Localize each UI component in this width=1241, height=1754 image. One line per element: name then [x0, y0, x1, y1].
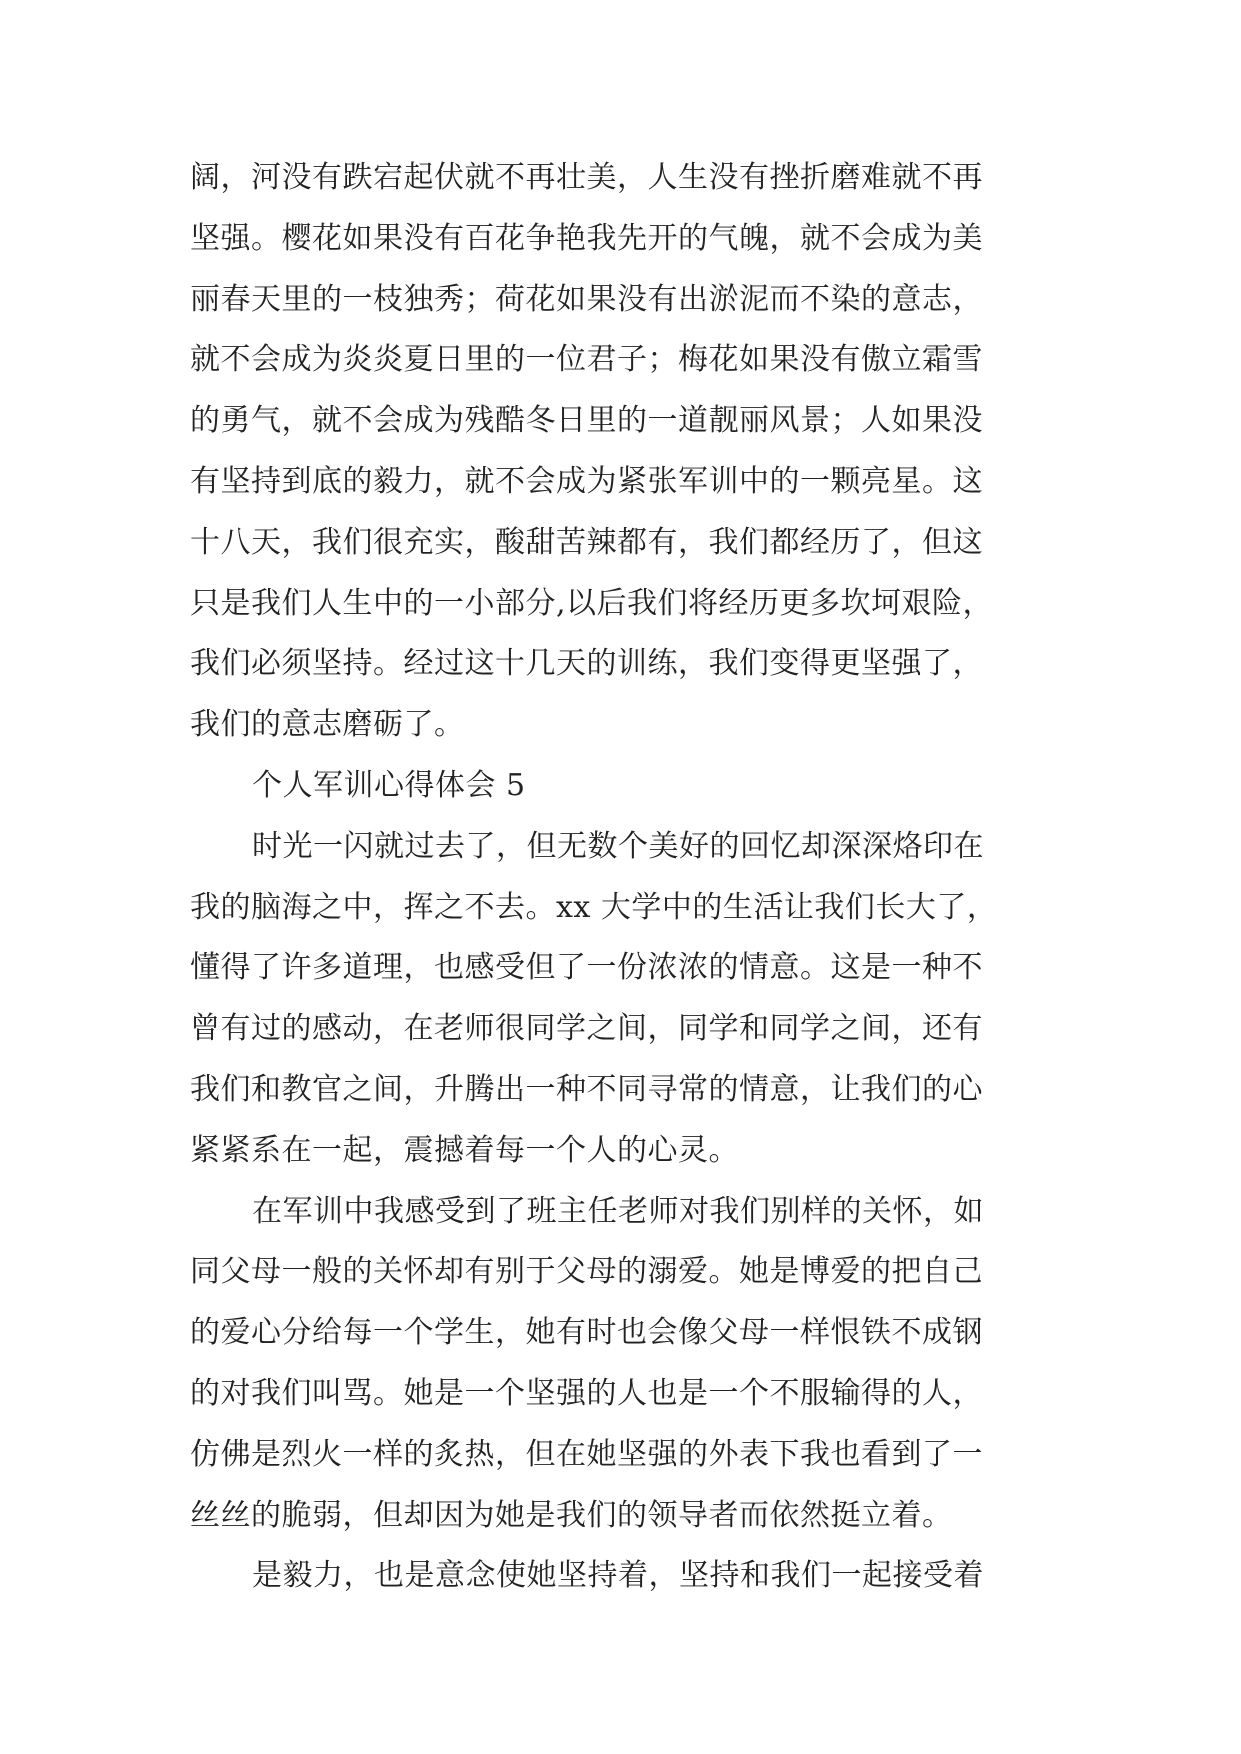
text-line: 阔，河没有跌宕起伏就不再壮美，人生没有挫折磨难就不再: [190, 160, 983, 195]
text-line: 就不会成为炎炎夏日里的一位君子；梅花如果没有傲立霜雪: [190, 342, 983, 378]
text-line: 的勇气，就不会成为残酷冬日里的一道靓丽风景；人如果没: [190, 403, 983, 439]
paragraph-first-line: 在军训中我感受到了班主任老师对我们别样的关怀，如: [252, 1193, 984, 1229]
text-line: 我们必须坚持。经过这十几天的训练，我们变得更坚强了，: [190, 646, 983, 682]
text-line: 同父母一般的关怀却有别于父母的溺爱。她是博爱的把自己: [190, 1254, 983, 1290]
text-line: 有坚持到底的毅力，就不会成为紧张军训中的一颗亮星。这: [190, 463, 983, 499]
text-line: 紧紧系在一起，震撼着每一个人的心灵。: [190, 1132, 739, 1168]
text-line: 丝丝的脆弱，但却因为她是我们的领导者而依然挺立着。: [190, 1497, 953, 1533]
text-line: 丽春天里的一枝独秀；荷花如果没有出淤泥而不染的意志，: [190, 281, 983, 317]
document-body: [190, 148, 1070, 1607]
section-heading: 个人军训心得体会 5: [252, 767, 526, 803]
text-line: 只是我们人生中的一小部分,以后我们将经历更多坎坷艰险，: [190, 585, 994, 621]
text-line: 的对我们叫骂。她是一个坚强的人也是一个不服输得的人，: [190, 1375, 983, 1411]
text-line: 懂得了许多道理，也感受但了一份浓浓的情意。这是一种不: [190, 950, 983, 986]
text-line: 我们的意志磨砺了。: [190, 707, 465, 743]
text-line: 我们和教官之间，升腾出一种不同寻常的情意，让我们的心: [190, 1071, 983, 1107]
paragraph-first-line: 时光一闪就过去了，但无数个美好的回忆却深深烙印在: [252, 828, 984, 864]
text-line: 曾有过的感动，在老师很同学之间，同学和同学之间，还有: [190, 1011, 983, 1047]
text-line: 仿佛是烈火一样的炙热，但在她坚强的外表下我也看到了一: [190, 1436, 983, 1472]
text-line: 的爱心分给每一个学生，她有时也会像父母一样恨铁不成钢: [190, 1315, 983, 1351]
paragraph-first-line: 是毅力，也是意念使她坚持着，坚持和我们一起接受着: [252, 1558, 984, 1594]
text-line: 我的脑海之中，挥之不去。xx 大学中的生活让我们长大了，: [190, 889, 998, 925]
text-line: 十八天，我们很充实，酸甜苦辣都有，我们都经历了，但这: [190, 524, 983, 560]
text-line: 坚强。樱花如果没有百花争艳我先开的气魄，就不会成为美: [190, 220, 983, 256]
